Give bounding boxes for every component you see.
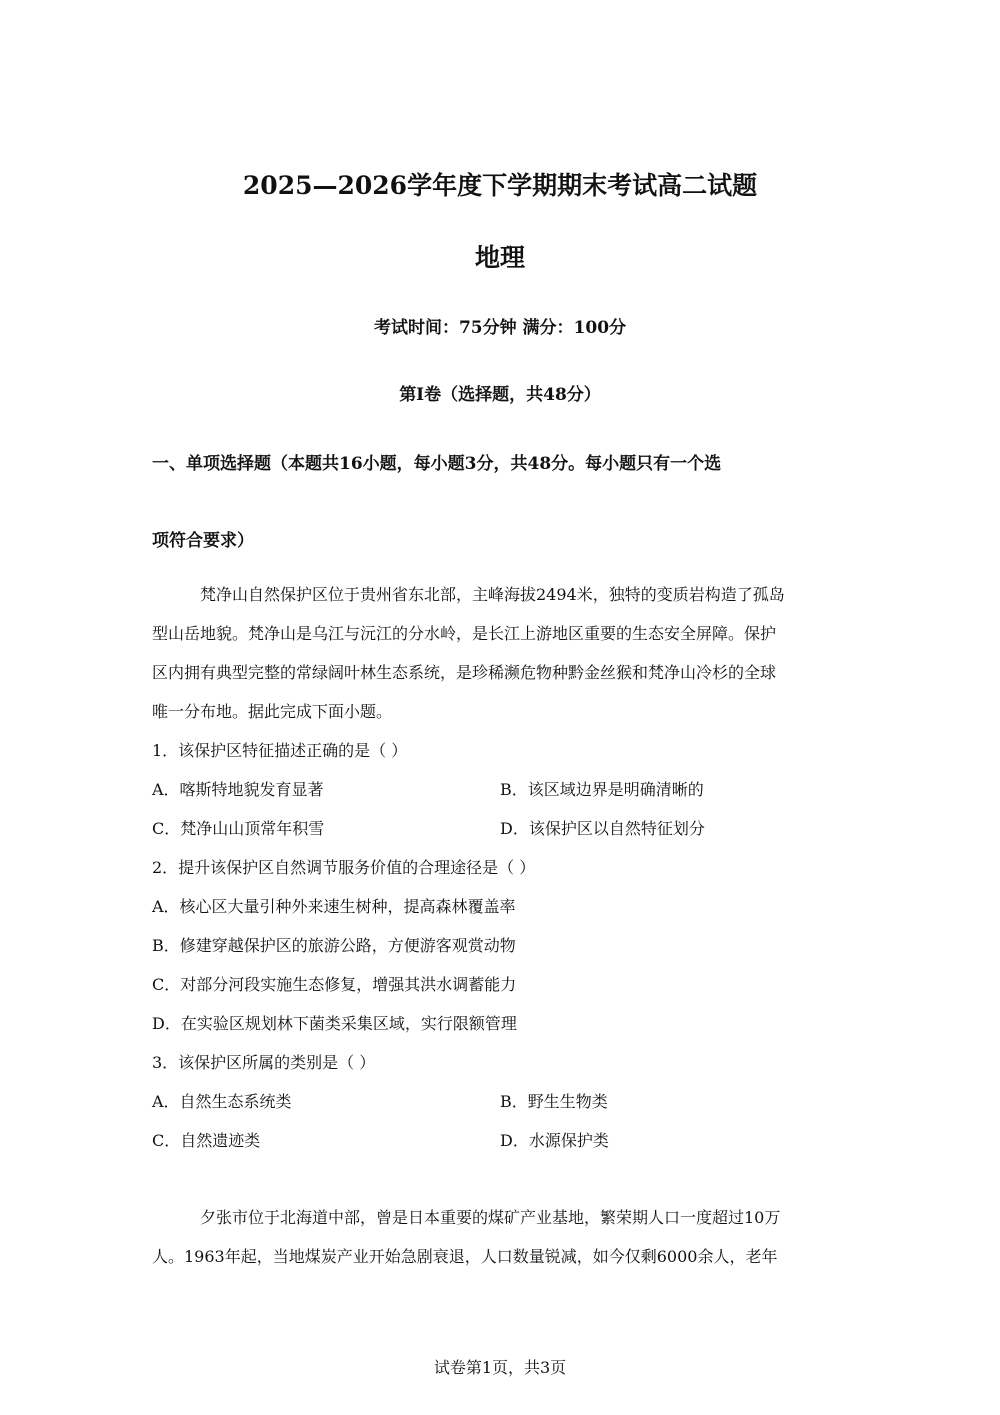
section-heading-line-1: 一、单项选择题（本题共16小题，每小题3分，共48分。每小题只有一个选 <box>152 454 722 474</box>
section-heading-line-2: 项符合要求） <box>152 531 254 551</box>
passage-1 <box>152 575 842 731</box>
question-2-option-d[interactable]: D．在实验区规划林下菌类采集区域，实行限额管理 <box>152 1014 517 1033</box>
exam-info: 考试时间：75分钟 满分：100分 <box>373 318 627 338</box>
question-3-option-a[interactable]: A．自然生态系统类 <box>152 1092 292 1111</box>
passage-line: 梵净山自然保护区位于贵州省东北部，主峰海拔2494米，独特的变质岩构造了孤岛 <box>200 585 785 604</box>
passage-line: 夕张市位于北海道中部，曾是日本重要的煤矿产业基地，繁荣期人口一度超过10万 <box>200 1208 781 1227</box>
subject-title: 地理 <box>474 243 525 272</box>
page-footer: 试卷第1页，共3页 <box>433 1358 567 1377</box>
passage-line: 区内拥有典型完整的常绿阔叶林生态系统，是珍稀濒危物种黔金丝猴和梵净山冷杉的全球 <box>152 663 777 682</box>
question-1-stem: 1．该保护区特征描述正确的是（ ） <box>152 741 408 760</box>
question-3-option-c[interactable]: C．自然遗迹类 <box>152 1131 261 1150</box>
question-2-option-b[interactable]: B．修建穿越保护区的旅游公路，方便游客观赏动物 <box>152 936 516 955</box>
passage-2 <box>152 1198 842 1276</box>
passage-line: 人。1963年起，当地煤炭产业开始急剧衰退，人口数量锐减，如今仅剩6000余人，老年 <box>152 1247 778 1266</box>
passage-line: 型山岳地貌。梵净山是乌江与沅江的分水岭，是长江上游地区重要的生态安全屏障。保护 <box>152 624 777 643</box>
question-2-option-c[interactable]: C．对部分河段实施生态修复，增强其洪水调蓄能力 <box>152 975 517 994</box>
question-1-option-c[interactable]: C．梵净山山顶常年积雪 <box>152 819 325 838</box>
question-2-option-a[interactable]: A．核心区大量引种外来速生树种，提高森林覆盖率 <box>152 897 516 916</box>
exam-title: 2025—2026学年度下学期期末考试高二试题 <box>242 171 758 200</box>
question-3-stem: 3．该保护区所属的类别是（ ） <box>152 1053 376 1072</box>
volume-heading: 第Ⅰ卷（选择题，共48分） <box>399 385 601 405</box>
question-2-stem: 2．提升该保护区自然调节服务价值的合理途径是（ ） <box>152 858 536 877</box>
question-1-option-a[interactable]: A．喀斯特地貌发育显著 <box>152 780 324 799</box>
question-1-option-b[interactable]: B．该区域边界是明确清晰的 <box>500 780 704 799</box>
question-1-option-d[interactable]: D．该保护区以自然特征划分 <box>500 819 705 838</box>
question-3-option-b[interactable]: B．野生生物类 <box>500 1092 608 1111</box>
question-3-option-d[interactable]: D．水源保护类 <box>500 1131 609 1150</box>
passage-line: 唯一分布地。据此完成下面小题。 <box>152 702 393 721</box>
